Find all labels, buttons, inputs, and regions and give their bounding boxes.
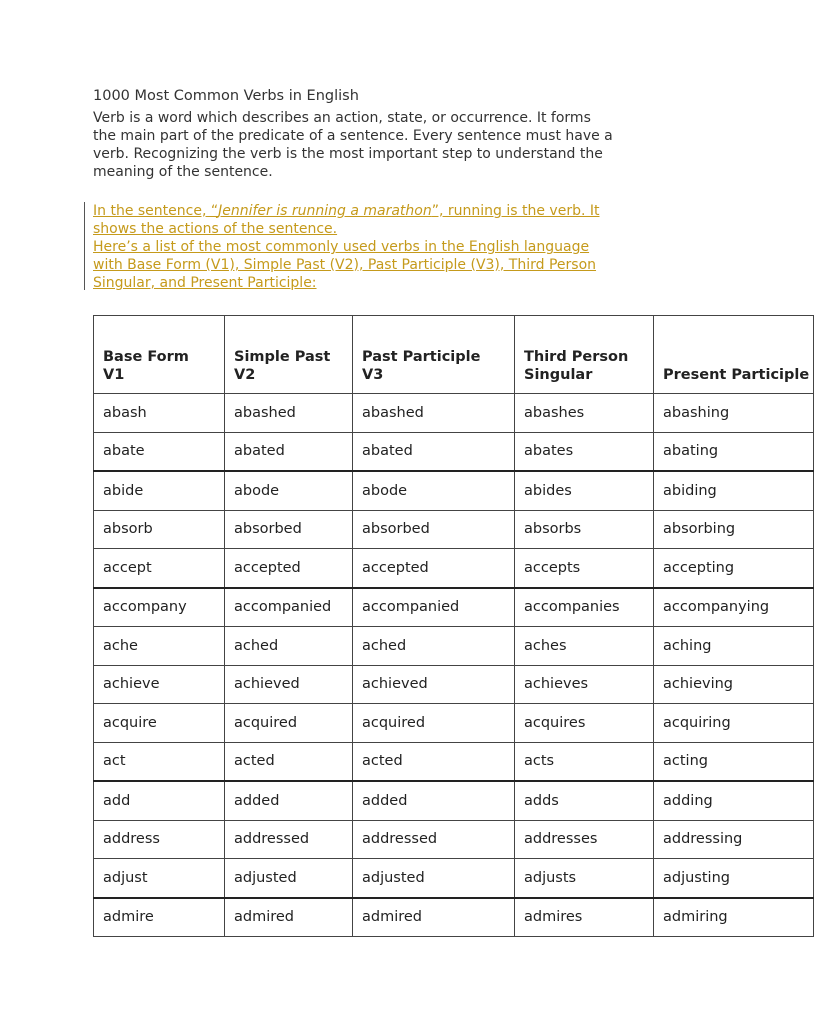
table-cell: achieving (654, 665, 814, 704)
note-text: ”, running is the verb. It (431, 203, 600, 219)
table-cell: aching (654, 627, 814, 666)
header-text: Base Form (103, 349, 189, 365)
table-cell: act (94, 742, 225, 781)
table-cell: adjusted (353, 859, 515, 898)
note-text: In the sentence, “ (93, 203, 219, 219)
table-cell: admired (353, 898, 515, 937)
intro-paragraph (93, 109, 683, 181)
table-cell: addressed (353, 820, 515, 859)
table-cell: abates (515, 432, 654, 471)
table-cell: admires (515, 898, 654, 937)
table-cell: ached (353, 627, 515, 666)
table-row (94, 859, 814, 898)
table-row (94, 665, 814, 704)
table-cell: adjusted (225, 859, 353, 898)
table-cell: added (353, 781, 515, 820)
page-title: 1000 Most Common Verbs in English (93, 88, 359, 104)
table-cell: abides (515, 471, 654, 510)
table-cell: added (225, 781, 353, 820)
header-text: V3 (362, 367, 384, 383)
table-cell: accepted (225, 549, 353, 588)
table-cell: adding (654, 781, 814, 820)
table-cell: accepts (515, 549, 654, 588)
table-cell: accompany (94, 588, 225, 627)
table-cell: abashed (353, 394, 515, 433)
table-row (94, 394, 814, 433)
highlighted-note (84, 202, 599, 290)
table-row (94, 781, 814, 820)
note-line: Singular, and Present Participle: (93, 275, 317, 291)
table-cell: adjusts (515, 859, 654, 898)
header-text: V2 (234, 367, 256, 383)
table-cell: accompanies (515, 588, 654, 627)
intro-line: Verb is a word which describes an action, state, or occurrence. It forms (93, 110, 591, 126)
table-cell: absorbed (353, 510, 515, 549)
header-third-person (515, 316, 654, 394)
verb-table (93, 315, 814, 937)
table-cell: acted (225, 742, 353, 781)
table-row (94, 742, 814, 781)
table-cell: abate (94, 432, 225, 471)
table-cell: abated (353, 432, 515, 471)
header-text: Present Participle (663, 367, 810, 383)
table-cell: abode (353, 471, 515, 510)
table-cell: admiring (654, 898, 814, 937)
table-header-row (94, 316, 814, 394)
table-row (94, 898, 814, 937)
table-cell: achieve (94, 665, 225, 704)
table-row (94, 432, 814, 471)
table-cell: accepting (654, 549, 814, 588)
table-cell: absorbs (515, 510, 654, 549)
table-cell: adds (515, 781, 654, 820)
table-cell: accompanied (225, 588, 353, 627)
header-text: Past Participle (362, 349, 481, 365)
note-line: Here’s a list of the most commonly used verbs in the English language (93, 239, 590, 255)
table-cell: admire (94, 898, 225, 937)
table-row (94, 704, 814, 743)
header-present-participle (654, 316, 814, 394)
table-cell: achieves (515, 665, 654, 704)
table-cell: abash (94, 394, 225, 433)
header-past-participle (353, 316, 515, 394)
table-cell: acquired (225, 704, 353, 743)
table-cell: ache (94, 627, 225, 666)
table-row (94, 510, 814, 549)
table-cell: abashing (654, 394, 814, 433)
table-cell: adjust (94, 859, 225, 898)
header-text: Simple Past (234, 349, 331, 365)
header-text: V1 (103, 367, 125, 383)
table-cell: addressed (225, 820, 353, 859)
table-cell: accepted (353, 549, 515, 588)
table-row (94, 549, 814, 588)
table-cell: acquired (353, 704, 515, 743)
table-cell: accompanied (353, 588, 515, 627)
note-line (93, 202, 599, 220)
table-cell: add (94, 781, 225, 820)
intro-line: meaning of the sentence. (93, 164, 273, 180)
table-cell: accept (94, 549, 225, 588)
note-line: with Base Form (V1), Simple Past (V2), Past Participle (V3), Third Person (93, 257, 597, 273)
table-cell: abating (654, 432, 814, 471)
table-row (94, 588, 814, 627)
table-cell: absorbing (654, 510, 814, 549)
header-text: Singular (524, 367, 593, 383)
table-cell: acquiring (654, 704, 814, 743)
table-cell: abide (94, 471, 225, 510)
table-cell: adjusting (654, 859, 814, 898)
table-cell: address (94, 820, 225, 859)
table-cell: absorb (94, 510, 225, 549)
header-text: Third Person (524, 349, 629, 365)
table-row (94, 627, 814, 666)
table-cell: accompanying (654, 588, 814, 627)
table-cell: acquires (515, 704, 654, 743)
verb-table-container (93, 315, 810, 937)
table-cell: admired (225, 898, 353, 937)
table-row (94, 471, 814, 510)
note-line: shows the actions of the sentence. (93, 221, 338, 237)
note-example-sentence: Jennifer is running a marathon (218, 203, 432, 219)
table-cell: acquire (94, 704, 225, 743)
table-cell: addressing (654, 820, 814, 859)
table-row (94, 820, 814, 859)
table-cell: ached (225, 627, 353, 666)
header-base-form (94, 316, 225, 394)
table-cell: abode (225, 471, 353, 510)
header-simple-past (225, 316, 353, 394)
table-cell: aches (515, 627, 654, 666)
table-body (94, 394, 814, 937)
table-cell: abiding (654, 471, 814, 510)
table-cell: abashed (225, 394, 353, 433)
table-cell: acted (353, 742, 515, 781)
table-cell: addresses (515, 820, 654, 859)
intro-line: verb. Recognizing the verb is the most important step to understand the (93, 146, 603, 162)
intro-line: the main part of the predicate of a sentence. Every sentence must have a (93, 128, 613, 144)
table-cell: abated (225, 432, 353, 471)
table-cell: achieved (225, 665, 353, 704)
table-cell: absorbed (225, 510, 353, 549)
table-cell: acting (654, 742, 814, 781)
table-cell: abashes (515, 394, 654, 433)
table-cell: achieved (353, 665, 515, 704)
table-cell: acts (515, 742, 654, 781)
